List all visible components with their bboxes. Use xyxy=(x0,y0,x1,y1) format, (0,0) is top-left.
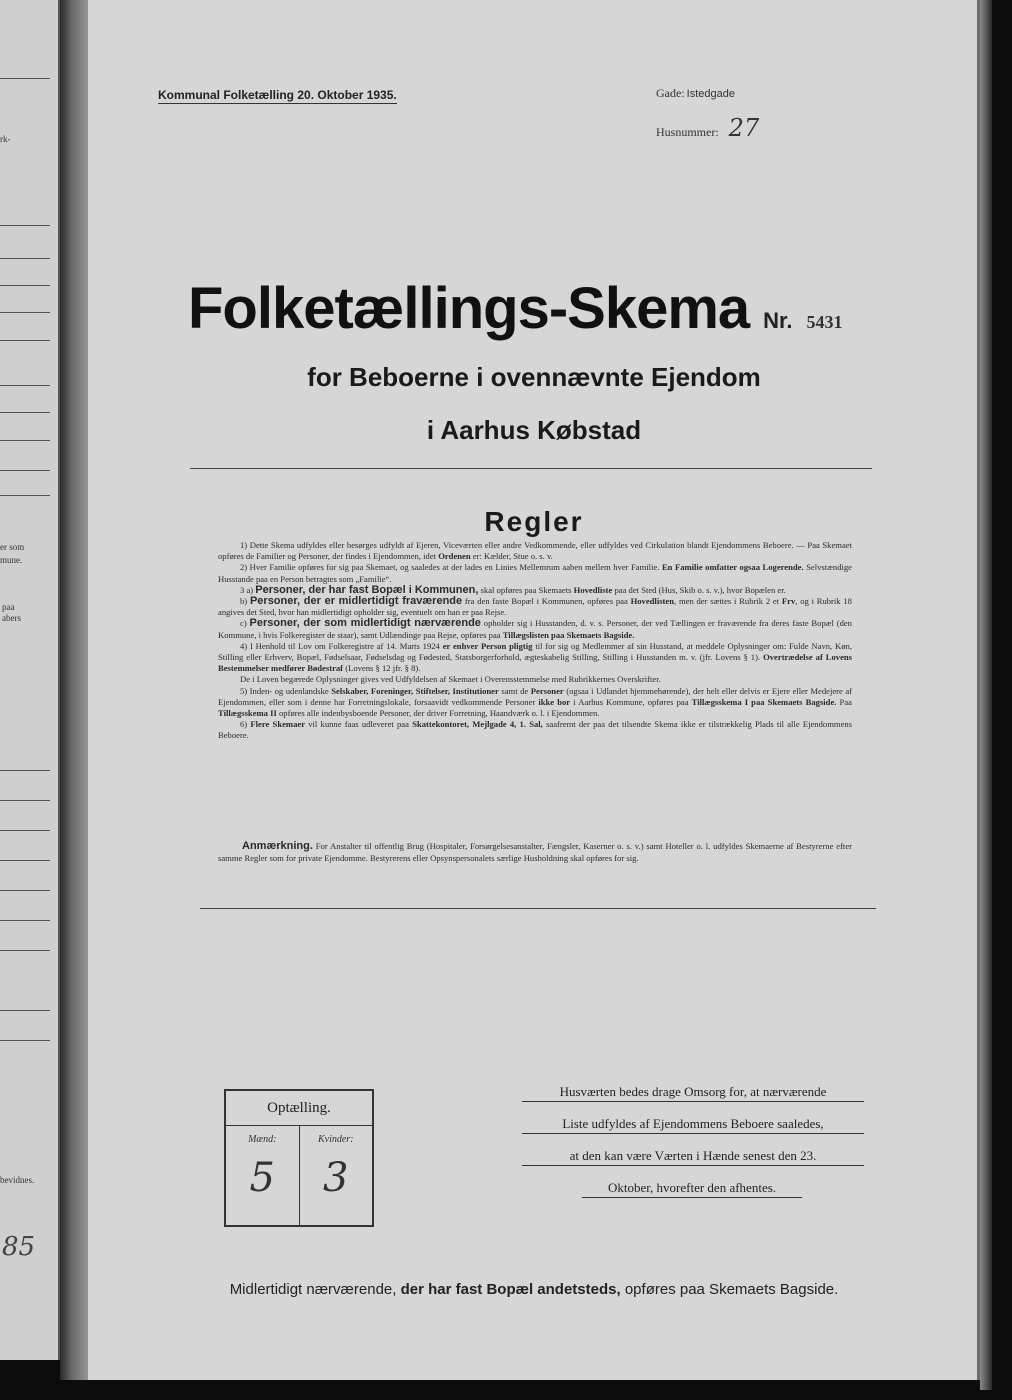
left-fragment: abers xyxy=(2,613,21,623)
left-rule xyxy=(0,340,50,341)
gade-field xyxy=(656,86,735,101)
rule-2: 2) Hver Familie opføres for sig paa Skemaet, og saaledes at der lades en Linies Mellemrum aaben mellem hver Familie. En Familie omfatter ogsaa Logerende. Selvstændige Husstande paa en Person betragtes som „Familie“. xyxy=(218,562,852,584)
host-line-2: Liste udfyldes af Ejendommens Beboere saaledes, xyxy=(522,1116,864,1134)
gade-value: Istedgade xyxy=(686,88,735,100)
left-rule xyxy=(0,1040,50,1041)
left-handwritten-note: 85 xyxy=(2,1232,36,1262)
left-fragment: er som xyxy=(0,542,25,552)
annotation-note xyxy=(218,840,852,864)
left-rule xyxy=(0,890,50,891)
left-rule xyxy=(0,412,50,413)
left-rule xyxy=(0,830,50,831)
annotation-text: For Anstalter til offentlig Brug (Hospitaler, Forsørgelsesanstalter, Fængsler, Kaserner o. s. v.) samt Hoteller o. l. udfyldes Skemaerne af Bestyrerne efter samme Regler som for private Ejendomme. Bestyrerens eller Opsynspersonalets særlige Husholdning skal opføres for sig. xyxy=(218,841,852,863)
divider xyxy=(190,468,872,469)
rule-4b: De i Loven begærede Oplysninger gives ved Udfyldelsen af Skemaet i Overensstemmelse med Rubrikkernes Overskrifter. xyxy=(240,674,661,685)
form-number-label: Nr. xyxy=(763,308,793,333)
left-rule xyxy=(0,312,50,313)
left-fragment: rk- xyxy=(0,134,11,144)
left-fragment: bevidnes. xyxy=(0,1175,35,1185)
host-line-1: Husværten bedes drage Omsorg for, at nærværende xyxy=(522,1084,864,1102)
form-subtitle-2: i Aarhus Købstad xyxy=(426,415,642,445)
left-rule xyxy=(0,440,50,441)
left-rule xyxy=(0,225,50,226)
left-rule xyxy=(0,950,50,951)
form-number-value: 5431 xyxy=(806,312,843,332)
husnummer-value: 27 xyxy=(728,114,760,142)
count-women-column xyxy=(299,1126,373,1226)
left-rule xyxy=(0,1010,50,1011)
form-title-main: Folketællings-Skema xyxy=(188,276,750,341)
left-fragment: paa xyxy=(2,602,15,612)
count-title: Optælling. xyxy=(226,1091,372,1126)
left-rule xyxy=(0,860,50,861)
footer-instruction: Midlertidigt nærværende, der har fast Bopæl andetsteds, opføres paa Skemaets Bagside. xyxy=(229,1281,839,1298)
husnummer-field xyxy=(656,114,759,142)
rule-3b: b) Personer, der er midlertidigt fraværende fra den faste Bopæl i Kommunen, opføres paa Hovedlisten, men der sættes i Rubrik 2 et Frv, og i Rubrik 18 angives det Sted, hvor han midlertidigt opholder sig, eventuelt om han er paa Rejse. xyxy=(218,595,852,618)
left-rule xyxy=(0,285,50,286)
divider xyxy=(200,908,876,909)
page-edge xyxy=(980,0,992,1390)
left-rule xyxy=(0,800,50,801)
rule-6: 6) Flere Skemaer vil kunne faas udleveret paa Skattekontoret, Mejlgade 4, 1. Sal, saafremt der paa det tilsendte Skema ikke er tilstrækkelig Plads til alle Ejendommens Beboere. xyxy=(218,719,853,741)
left-page-edge xyxy=(0,0,60,1360)
left-rule xyxy=(0,495,50,496)
count-men-label: Mænd: xyxy=(248,1134,277,1145)
count-women-value: 3 xyxy=(323,1155,349,1201)
census-form-page xyxy=(88,0,980,1380)
husnummer-label: Husnummer: xyxy=(656,125,719,139)
book-gutter xyxy=(60,0,90,1380)
left-rule xyxy=(0,770,50,771)
left-rule xyxy=(0,78,50,79)
count-men-value: 5 xyxy=(249,1155,275,1201)
host-instructions xyxy=(522,1084,864,1212)
rules-text xyxy=(218,540,852,742)
left-rule xyxy=(0,258,50,259)
rule-4: 4) I Henhold til Lov om Folkeregistre af 14. Marts 1924 er enhver Person pligtig til for sig og Medlemmer af sin Husstand, at meddele Oplysninger om: Fulde Navn, Køn, Stilling eller Erhverv, Bopæl, Fødselsaar, Fødselsdag og Fødested, Statsborgerforhold, ægteskabelig Stilling, Stilling i Husstanden m. v. (jfr. Lovens § 1). Overtrædelse af Lovens Bestemmelser medfører Bødestraf (Lovens § 12 jfr. § 8). xyxy=(218,640,853,674)
count-men-column xyxy=(226,1126,299,1226)
rule-3c: c) Personer, der som midlertidigt nærværende opholder sig i Husstanden, d. v. s. Personer, der ved Tællingen er fraværende fra deres faste Bopæl (den Kommune, i hvis Folkeregister de staar), samt Udlændinge paa Rejse, opføres paa Tillægslisten paa Skemaets Bagside. xyxy=(218,617,852,640)
rule-5: 5) Inden- og udenlandske Selskaber, Foreninger, Stiftelser, Institutioner samt de Personer (ogsaa i Udlandet hjemmehørende), der helt eller delvis er Ejere eller Medejere af Ejendommen, eller som i denne har Forretningslokale, forsaavidt vedkommende Personer ikke bor i Aarhus Kommune, opføres paa Tillægsskema I paa Skemaets Bagside. Paa Tillægsskema II opføres alle indenbysboende Personer, der driver Forretning, Haandværk o. l. i Ejendommen. xyxy=(218,685,853,719)
host-line-3: at den kan være Værten i Hænde senest den 23. xyxy=(522,1148,864,1166)
left-rule xyxy=(0,385,50,386)
rule-3a: 3 a) Personer, der har fast Bopæl i Kommunen, skal opføres paa Skemaets Hovedliste paa det Sted (Hus, Skib o. s. v.), hvor Bopælen er. xyxy=(240,583,786,596)
count-women-label: Kvinder: xyxy=(317,1134,354,1145)
form-title xyxy=(188,275,908,342)
census-header: Kommunal Folketælling 20. Oktober 1935. xyxy=(158,88,397,102)
gade-label: Gade: xyxy=(656,86,685,100)
rules-heading: Regler xyxy=(484,506,584,537)
left-rule xyxy=(0,470,50,471)
left-fragment: mune. xyxy=(0,555,23,565)
host-line-4: Oktober, hvorefter den afhentes. xyxy=(582,1180,802,1198)
rule-1: 1) Dette Skema udfyldes eller besørges udfyldt af Ejeren, Viceværten eller andre Vedkommende, eller udfyldes ved Cirkulation blandt Ejendommens Beboere. — Paa Skemaet opføres de Familier og Personer, der findes i Ejendommen, idet Ordenen er: Kælder, Stue o. s. v. xyxy=(218,540,852,562)
left-rule xyxy=(0,920,50,921)
annotation-lead: Anmærkning. xyxy=(242,840,313,852)
count-box xyxy=(224,1089,374,1227)
form-subtitle-1: for Beboerne i ovennævnte Ejendom xyxy=(307,362,761,392)
